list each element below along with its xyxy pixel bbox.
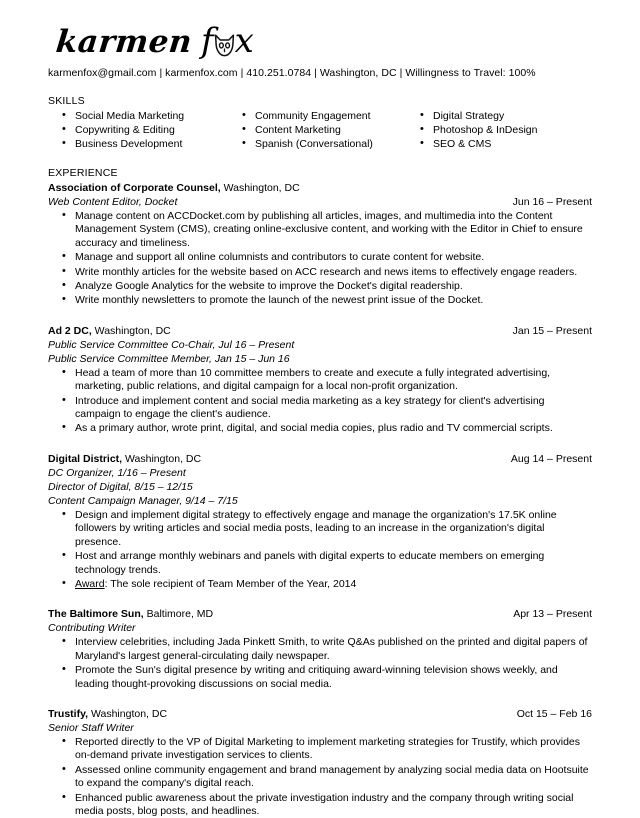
role-title: Contributing Writer: [48, 622, 136, 635]
role-line: [48, 621, 592, 635]
skills-column-3: [406, 109, 576, 151]
responsibility-item: • Manage and support all online columnists and contributors to curate content for website.: [48, 251, 592, 264]
role-line: [48, 466, 592, 480]
logo-first-name: karmen: [54, 24, 194, 60]
skill-item: • Spanish (Conversational): [228, 137, 406, 151]
employer-name: The Baltimore Sun,: [48, 608, 144, 621]
employer-name: Ad 2 DC,: [48, 324, 92, 337]
employer-line: [48, 452, 201, 466]
skills-section-title: SKILLS: [48, 95, 85, 107]
employer-location: Baltimore, MD: [143, 608, 214, 621]
skill-item: • Digital Strategy: [406, 109, 576, 123]
role-title: Public Service Committee Co-Chair, Jul 16 – Present: [48, 338, 295, 351]
employer-date-range: Oct 15 – Feb 16: [516, 707, 592, 720]
employer-date-range: Aug 14 – Present: [510, 452, 592, 465]
responsibility-item: • Reported directly to the VP of Digital Marketing to implement marketing strategies for Trustify, which provides on-demand private investigation services to clients.: [48, 736, 592, 763]
responsibility-item: • Analyze Google Analytics for the website to improve the Docket's digital readership.: [48, 280, 592, 293]
responsibility-item: • Write monthly articles for the website based on ACC research and news items to effectively engage readers.: [48, 266, 592, 279]
name-logo: [48, 21, 592, 61]
skills-column-2: [228, 109, 406, 151]
role-line: [48, 721, 592, 735]
responsibility-item: • Manage content on ACCDocket.com by publishing all articles, images, and multimedia into the Content Management System (CMS), creating online-exclusive content, and working with the Editor in Chief to ensure accuracy and timeliness.: [48, 210, 592, 250]
experience-entry-header: [48, 181, 592, 195]
responsibility-item: • Interview celebrities, including Jada Pinkett Smith, to write Q&As published on the printed and digital papers of Maryland's largest general-circulating daily newspaper.: [48, 636, 592, 663]
skill-item: • Content Marketing: [228, 123, 406, 137]
responsibility-item: • Design and implement digital strategy to effectively engage and manage the organization's 17.5K online followers by writing articles and social media posts, leading to an increase in the organization's digital presence.: [48, 509, 592, 549]
skill-item: • SEO & CMS: [406, 137, 576, 151]
responsibility-list: [48, 736, 592, 818]
role-line: [48, 494, 592, 508]
experience-entry: [48, 707, 592, 818]
fox-head-icon: [214, 34, 235, 57]
experience-entry: [48, 324, 592, 436]
resume-header: [0, 0, 640, 79]
experience-entry-header: [48, 607, 592, 621]
skills-column-1: [48, 109, 228, 151]
responsibility-item: • Introduce and implement content and social media marketing as a key strategy for client's advertising campaign to engage the client's audience.: [48, 395, 592, 422]
experience-entry-header: [48, 324, 592, 338]
role-title: Senior Staff Writer: [48, 721, 134, 734]
experience-entry-header: [48, 707, 592, 721]
responsibility-item: • Award: The sole recipient of Team Member of the Year, 2014: [48, 578, 592, 591]
employer-location: Washington, DC: [122, 452, 202, 465]
responsibility-item: • Host and arrange monthly webinars and panels with digital experts to educate members on emerging technology trends.: [48, 550, 592, 577]
contact-line: karmenfox@gmail.com | karmenfox.com | 410.251.0784 | Washington, DC | Willingness to Travel: 100%: [48, 67, 536, 79]
role-title: DC Organizer, 1/16 – Present: [48, 466, 186, 479]
employer-location: Washington, DC: [91, 324, 171, 337]
employer-date-range: Jan 15 – Present: [512, 324, 592, 337]
logo-letter-f: f: [200, 21, 214, 61]
responsibility-item: • Write monthly newsletters to promote the launch of the newest print issue of the Docket.: [48, 294, 592, 307]
skill-item: • Social Media Marketing: [48, 109, 228, 123]
responsibility-item: • Enhanced public awareness about the private investigation industry and the company through writing social media posts, blog posts, and headlines.: [48, 792, 592, 818]
role-title: Web Content Editor, Docket: [48, 196, 178, 208]
experience-list: [48, 181, 592, 818]
employer-line: [48, 181, 300, 195]
experience-entry: [48, 181, 592, 308]
resume-body: [0, 95, 640, 818]
responsibility-item: • As a primary author, wrote print, digital, and social media copies, plus radio and TV commercial scripts.: [48, 422, 592, 435]
experience-entry: [48, 452, 592, 591]
skill-item: • Photoshop & InDesign: [406, 123, 576, 137]
responsibility-item: • Promote the Sun's digital presence by writing and critiquing award-winning television shows weekly, and leading thought-provoking discussions on social media.: [48, 664, 592, 691]
experience-entry-header: [48, 452, 592, 466]
employer-line: [48, 607, 213, 621]
underlined-label: Award: [75, 577, 105, 590]
employer-name: Trustify,: [48, 707, 89, 720]
responsibility-list: [48, 636, 592, 691]
employer-location: Washington, DC: [220, 182, 300, 194]
skill-item: • Community Engagement: [228, 109, 406, 123]
role-title: Director of Digital, 8/15 – 12/15: [48, 480, 193, 493]
role-line: [48, 338, 592, 352]
role-line: [48, 480, 592, 494]
responsibility-list: [48, 367, 592, 436]
role-date-range: Jun 16 – Present: [512, 196, 592, 208]
employer-line: [48, 324, 171, 338]
role-title: Public Service Committee Member, Jan 15 – Jun 16: [48, 352, 290, 365]
skill-item: • Copywriting & Editing: [48, 123, 228, 137]
experience-section-title: EXPERIENCE: [48, 167, 118, 179]
role-title: Content Campaign Manager, 9/14 – 7/15: [48, 494, 238, 507]
responsibility-list: [48, 210, 592, 308]
responsibility-item: • Head a team of more than 10 committee members to create and execute a fully integrated advertising, marketing, public relations, and digital campaign for a local non-profit organization.: [48, 367, 592, 394]
employer-name: Association of Corporate Counsel,: [48, 182, 221, 194]
skill-item: • Business Development: [48, 137, 228, 151]
employer-date-range: Apr 13 – Present: [513, 608, 592, 621]
skills-grid: [48, 109, 592, 151]
role-line: [48, 352, 592, 366]
logo-letter-x: x: [234, 21, 254, 61]
responsibility-list: [48, 509, 592, 591]
role-line: [48, 195, 592, 209]
experience-entry: [48, 607, 592, 691]
employer-location: Washington, DC: [88, 707, 168, 720]
employer-name: Digital District,: [48, 452, 123, 465]
responsibility-item: • Assessed online community engagement and brand management by analyzing social media data on Hootsuite to expand the company's digital reach.: [48, 764, 592, 791]
employer-line: [48, 707, 167, 721]
